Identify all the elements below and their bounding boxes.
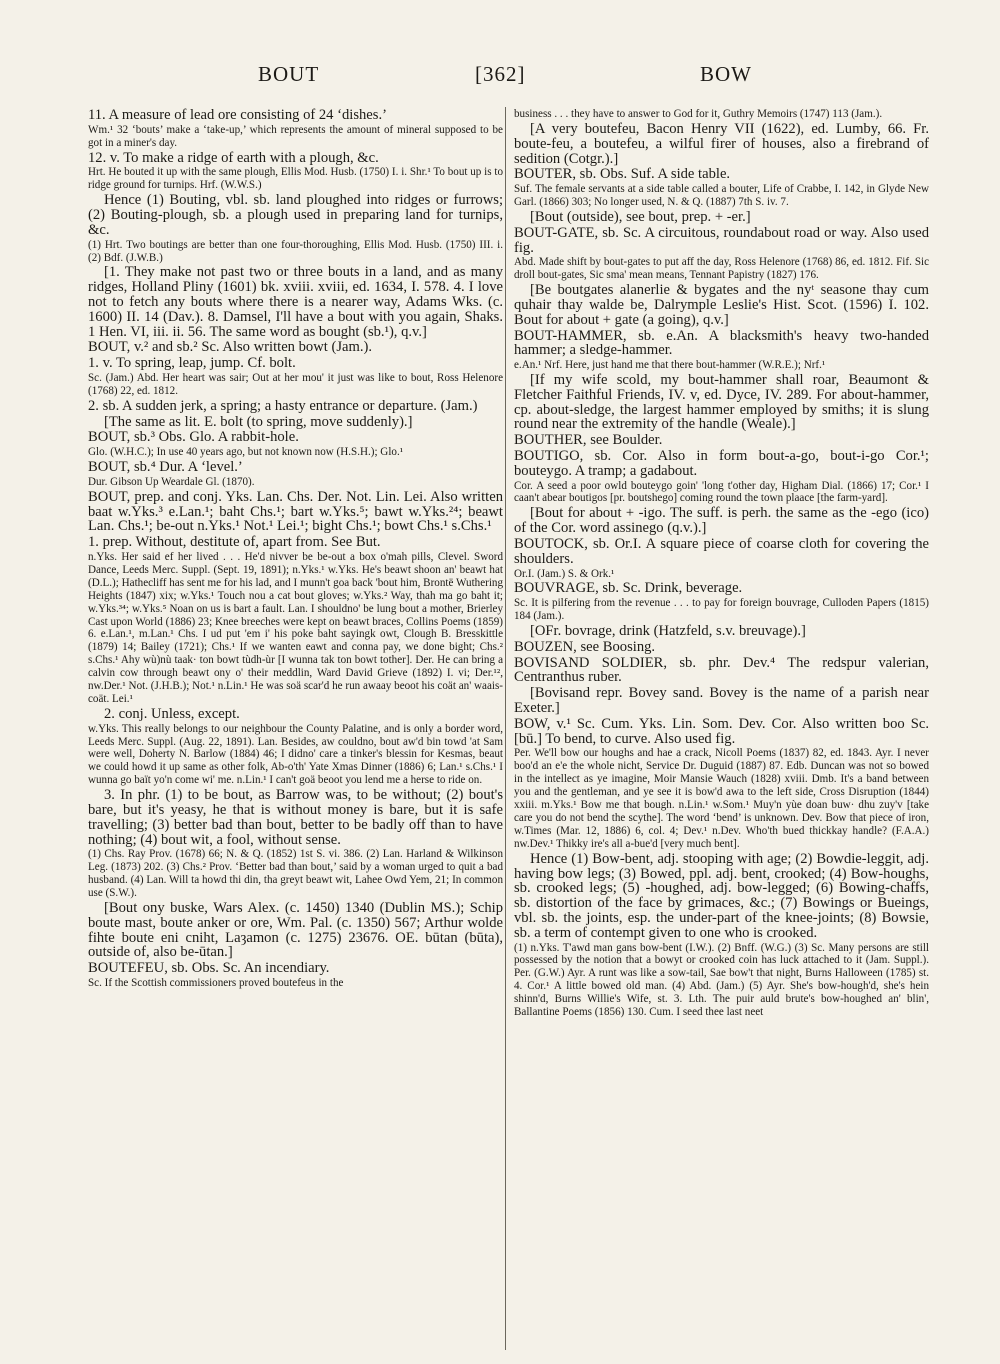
citation-paragraph: n.Yks. Her said ef her lived . . . He'd nivver be be-out a box o'mah pills, Clevel. Sword Dance, Leeds Merc. Suppl. (Sept. 19, 1891); n.Yks.¹ w.Yks. He's beawt shoon an' beawt hat (D.L.); Hathecliff has sent me for his lad, and I munn't goa back 'bout him, Brontë Wuthering Heights (1847) xix; w.Yks.¹ Touch nou a cat bout gloves; w.Yks.² Way, thah ma go baht it; w.Yks.³⁴; w.Yks.⁵ Noan on us is bart a fault. Lan. I shouldno' be lung bout a mother, Brierley Cast upon World (1886) 23; Knee breeches were kept on beawt braces, Collins Poems (1859) 6. e.Lan.¹, m.Lan.¹ Chs. I ud put 'em i' his poke baht sayingk owt, Clough B. Bresskittle (1879) 14; Bailey (1721); Chs.¹ If we wanten eawt and conna pay, we done bight; Chs.² s.Chs.¹ Ahy wù)nù taak· ton bowt tùdh-ùr [I wunna tak ton bowt tother]. Der. He can bring a calvin cow through beawt ony o' their meddlin, Ward David Grieve (1892) I. vi; Der.¹², nw.Der.¹ Not. (J.H.B.); Not.¹ n.Lin.¹ He was soä scar'd he run awaay beoot his coät an' waais-coät. Lei.¹ bbox=[88, 551, 503, 705]
entry-paragraph: BOUTHER, see Boulder. bbox=[514, 432, 663, 449]
entry-paragraph: BOUTIGO, sb. Cor. Also in form bout-a-go, bout-i-go Cor.¹; bouteygo. A tramp; a gadabout. bbox=[514, 447, 929, 479]
citation-paragraph: (1) n.Yks. T'awd man gans bow-bent (I.W.). (2) Bnff. (W.G.) (3) Sc. Many persons are still possessed by the notion that a bowyt or crooked coin has luck attached to it (Jam. Suppl.). Per. (G.W.) Ayr. A runt was like a sow-tail, Sae bow't that night, Burns Halloween (1785) st. 4. Cor.¹ A little bowed old man. (4) Abd. (Jam.) (5) Ayr. She's bow-hough'd, she's hein shinn'd, Burns Willie's Wife, st. 3. Lth. The puir auld brute's bow-houghed an' blin', Ballantine Poems (1856) 130. Cum. I seed thee last neet bbox=[514, 941, 929, 1019]
citation-paragraph: e.An.¹ Nrf. Here, just hand me that there bout-hammer (W.R.E.); Nrf.¹ bbox=[514, 359, 826, 372]
entry-paragraph: 11. A measure of lead ore consisting of 24 ‘dishes.’ bbox=[88, 107, 387, 123]
citation-paragraph: Suf. The female servants at a side table called a bouter, Life of Crabbe, I. 142, in Glyde New Garl. (1866) 303; No longer used, N. & Q. (1887) 7th S. iv. 7. bbox=[514, 183, 929, 208]
entry-paragraph: [Be boutgates alanerlie & bygates and the nyᵗ seasone thay cum quhair thay walde be, Dalrymple Leslie's Hist. Scot. (1596) I. 102. Bout for about + gate (a going), q.v.] bbox=[514, 282, 929, 328]
citation-paragraph: w.Yks. This really belongs to our neighbour the County Palatine, and is only a border word, Leeds Merc. Suppl. (Aug. 22, 1891). Lan. Besides, aw couldno, bout aw'd bin towd 'at Sam were well, Doherty N. Barlow (1884) 46; I didno' care a tinker's blessin for Kesmas, beaut we could howd it up same as other folk, Ab-o'th' Yate Xmas Dinner (1886) 6; Lan.¹ s.Chs.¹ I wunna go baït yo'n come wi' me. n.Lin.¹ I can't goä beoot you lend me a herse to ride on. bbox=[88, 722, 503, 787]
entry-paragraph: BOUZEN, see Boosing. bbox=[514, 638, 656, 655]
citation-paragraph: Sc. (Jam.) Abd. Her heart was sair; Out at her mou' it just was like to bout, Ross Helenore (1768) 22, ed. 1812. bbox=[88, 372, 503, 397]
right-column bbox=[514, 107, 929, 1352]
entry-paragraph: [1. They make not past two or three bouts in a land, and as many ridges, Holland Pliny (1601) bk. xviii. xviii, ed. 1634, I. 578. 4. I love not to fetch any bouts where there is a nearer way, Adams Wks. (c. 1600) II. 14 (Dav.). 8. Damsel, I'll have a bout with you again, Shaks. 1 Hen. VI, iii. ii. 56. The same word as bought (sb.¹), q.v.] bbox=[88, 264, 503, 340]
entry-paragraph: 2. conj. Unless, except. bbox=[104, 705, 240, 722]
entry-paragraph: BOUT-GATE, sb. Sc. A circuitous, roundabout road or way. Also used fig. bbox=[514, 224, 929, 256]
entry-paragraph: BOUTEFEU, sb. Obs. Sc. An incendiary. bbox=[88, 960, 330, 977]
entry-paragraph: BOUTOCK, sb. Or.I. A square piece of coarse cloth for covering the shoulders. bbox=[514, 535, 929, 567]
page-number: [362] bbox=[475, 62, 526, 86]
entry-paragraph: Hence (1) Bouting, vbl. sb. land ploughed into ridges or furrows; (2) Bouting-plough, sb. a plough used in preparing land for turnips, &c. bbox=[88, 192, 503, 238]
entry-paragraph: 12. v. To make a ridge of earth with a plough, &c. bbox=[88, 149, 379, 166]
citation-paragraph: Per. We'll bow our houghs and hae a crack, Nicoll Poems (1837) 82, ed. 1843. Ayr. I never boo'd an e'e the whole nicht, Service Dr. Duguid (1887) 87. Edb. Duncan was not so bowed in the intellect as ye imagine, Moir Mansie Wauch (1828) xviii. Dmb. It's a band between you and the gentleman, and ye see it is bow'd awa to the left side, Cross Disruption (1844) xxiii. m.Yks.¹ Bow me that bough. n.Lin.¹ w.Som.¹ Muy'n yùe doan buw· dhu zuy'v [take care you do not bend the scythe]. The word ‘bend’ is unknown. Dev. Bow that piece of iron, w.Times (Mar. 12, 1886) 6, col. 4; Dev.¹ n.Dev. Who'th bued thickkay handle? (F.A.A.) nw.Dev.¹ Thikky ire's all a-bue'd [very much bent]. bbox=[514, 747, 929, 850]
column-divider bbox=[505, 107, 506, 1350]
citation-paragraph: Sc. If the Scottish commissioners proved boutefeus in the bbox=[88, 977, 344, 989]
entry-paragraph: Hence (1) Bow-bent, adj. stooping with age; (2) Bowdie-leggit, adj. having bow legs; (3) Bowed, ppl. adj. bent, crooked; (4) Bow-houghs, sb. crooked legs; (5) -houghed, adj. bow-legged; (6) Bowing-chaffs, sb. distortion of the face by grimaces, &c.; (7) Bowings or Bueings, vbl. sb. the joints, esp. the under-part of the knee-joints; (8) Bowsie, sb. a term of contempt given to one who is crooked. bbox=[514, 850, 929, 941]
entry-paragraph: [Bout (outside), see bout, prep. + -er.] bbox=[530, 208, 751, 225]
entry-paragraph: [Bovisand repr. Bovey sand. Bovey is the name of a parish near Exeter.] bbox=[514, 685, 929, 717]
entry-paragraph: 2. sb. A sudden jerk, a spring; a hasty entrance or departure. (Jam.) bbox=[88, 397, 478, 414]
citation-paragraph: (1) Chs. Ray Prov. (1678) 66; N. & Q. (1852) 1st S. vi. 386. (2) Lan. Harland & Wilkinson Leg. (1873) 202. (3) Chs.² Prov. ‘Better bad than bout,’ said by a woman urged to quit a bad husband. (4) Lan. Will ta howd thi din, tha greyt beawt wit, Lahee Owd Yem, 21; In common use (S.W.). bbox=[88, 848, 503, 900]
citation-paragraph: Glo. (W.H.C.); In use 40 years ago, but not known now (H.S.H.); Glo.¹ bbox=[88, 446, 404, 459]
citation-paragraph: Cor. A seed a poor owld bouteygo goin' 'long t'other day, Higham Dial. (1866) 17; Cor.¹ I caan't abear boutigos [pr. boutshego] coming round the town plaace [the farm-yard]. bbox=[514, 479, 929, 505]
citation-paragraph: business . . . they have to answer to God for it, Guthry Memoirs (1747) 113 (Jam.). bbox=[514, 108, 883, 120]
page-header bbox=[0, 62, 1000, 92]
entry-paragraph: BOUT, sb.³ Obs. Glo. A rabbit-hole. bbox=[88, 429, 299, 446]
citation-paragraph: Hrt. He bouted it up with the same plough, Ellis Mod. Husb. (1750) I. i. Shr.¹ To bout up is to ridge ground for turnips. Hrf. (W.W.S.) bbox=[88, 166, 503, 192]
entry-paragraph: 1. prep. Without, destitute of, apart from. See But. bbox=[88, 534, 381, 551]
entry-paragraph: BOUT-HAMMER, sb. e.An. A blacksmith's heavy two-handed hammer; a sledge-hammer. bbox=[514, 327, 929, 359]
entry-paragraph: [If my wife scold, my bout-hammer shall roar, Beaumont & Fletcher Faithful Friends, IV. v, ed. Dyce, IV. 289. For about-hammer, cp. about-sledge, the largest hammer employed by smiths; it is slung round near the extremity of the handle (Weale).] bbox=[514, 372, 929, 433]
citation-paragraph: Or.I. (Jam.) S. & Ork.¹ bbox=[514, 567, 615, 580]
entry-paragraph: BOUTER, sb. Obs. Suf. A side table. bbox=[514, 166, 731, 183]
entry-paragraph: BOUT, v.² and sb.² Sc. Also written bowt (Jam.). bbox=[88, 339, 372, 356]
left-column bbox=[88, 107, 503, 1352]
citation-paragraph: (1) Hrt. Two boutings are better than one four-thoroughing, Ellis Mod. Husb. (1750) III. i. (2) Bdf. (J.W.B.) bbox=[88, 238, 503, 264]
running-head-left: BOUT bbox=[258, 62, 320, 86]
citation-paragraph: Wm.¹ 32 ‘bouts’ make a ‘take-up,’ which represents the amount of mineral supposed to be got in a miner's day. bbox=[88, 123, 503, 149]
entry-paragraph: BOUT, prep. and conj. Yks. Lan. Chs. Der. Not. Lin. Lei. Also written baat w.Yks.³ e.Lan.¹; baht Chs.¹; bart w.Yks.⁵; bawt w.Yks.²⁴; beawt Lan. Chs.¹; be-out n.Yks.¹ Not.¹ Lei.¹; bight Chs.¹; bowt Chs.¹ s.Chs.¹ bbox=[88, 488, 503, 535]
entry-paragraph: BOVISAND SOLDIER, sb. phr. Dev.⁴ The redspur valerian, Centranthus ruber. bbox=[514, 654, 929, 686]
entry-paragraph: 3. In phr. (1) to be bout, as Barrow was, to be without; (2) bout's bare, but it's yeasy, he that is without money is bare, but it is safe travelling; (3) better bad than bout, better to be badly off than to have nothing; (4) bout wit, a fool, without sense. bbox=[88, 787, 503, 848]
running-head-right: BOW bbox=[700, 62, 752, 86]
citation-paragraph: Abd. Made shift by bout-gates to put aff the day, Ross Helenore (1768) 86, ed. 1812. Fif. Sic droll bout-gates, Sic sma' mean means, Tennant Papistry (1827) 176. bbox=[514, 256, 929, 282]
entry-paragraph: [Bout for about + -igo. The suff. is perh. the same as the -ego (ico) of the Cor. word assinego (q.v.).] bbox=[514, 505, 929, 537]
entry-paragraph: BOUT, sb.⁴ Dur. A ‘level.’ bbox=[88, 459, 243, 476]
citation-paragraph: Dur. Gibson Up Weardale Gl. (1870). bbox=[88, 475, 255, 488]
entry-paragraph: [A very boutefeu, Bacon Henry VII (1622), ed. Lumby, 66. Fr. boute-feu, a boutefeu, a wilful firer of houses, also a firebrand of sedition (Cotgr.).] bbox=[514, 120, 929, 167]
entry-paragraph: [OFr. bovrage, drink (Hatzfeld, s.v. breuvage).] bbox=[530, 623, 806, 640]
entry-paragraph: 1. v. To spring, leap, jump. Cf. bolt. bbox=[88, 355, 296, 372]
entry-paragraph: [Bout ony buske, Wars Alex. (c. 1450) 1340 (Dublin MS.); Schip boute mast, boute anker or ore, Wm. Pal. (c. 1350) 567; Arthur wolde fihte boute eni cniht, Laȝamon (c. 1275) 23676. OE. būtan (būta), outside of, also be-ūtan.] bbox=[88, 900, 503, 961]
entry-paragraph: BOUVRAGE, sb. Sc. Drink, beverage. bbox=[514, 580, 743, 597]
citation-paragraph: Sc. It is pilfering from the revenue . . . to pay for foreign bouvrage, Culloden Papers (1815) 184 (Jam.). bbox=[514, 597, 929, 623]
entry-paragraph: BOW, v.¹ Sc. Cum. Yks. Lin. Som. Dev. Cor. Also written boo Sc. [bū.] To bend, to curve. Also used fig. bbox=[514, 715, 929, 747]
entry-paragraph: [The same as lit. E. bolt (to spring, move suddenly).] bbox=[104, 413, 413, 430]
